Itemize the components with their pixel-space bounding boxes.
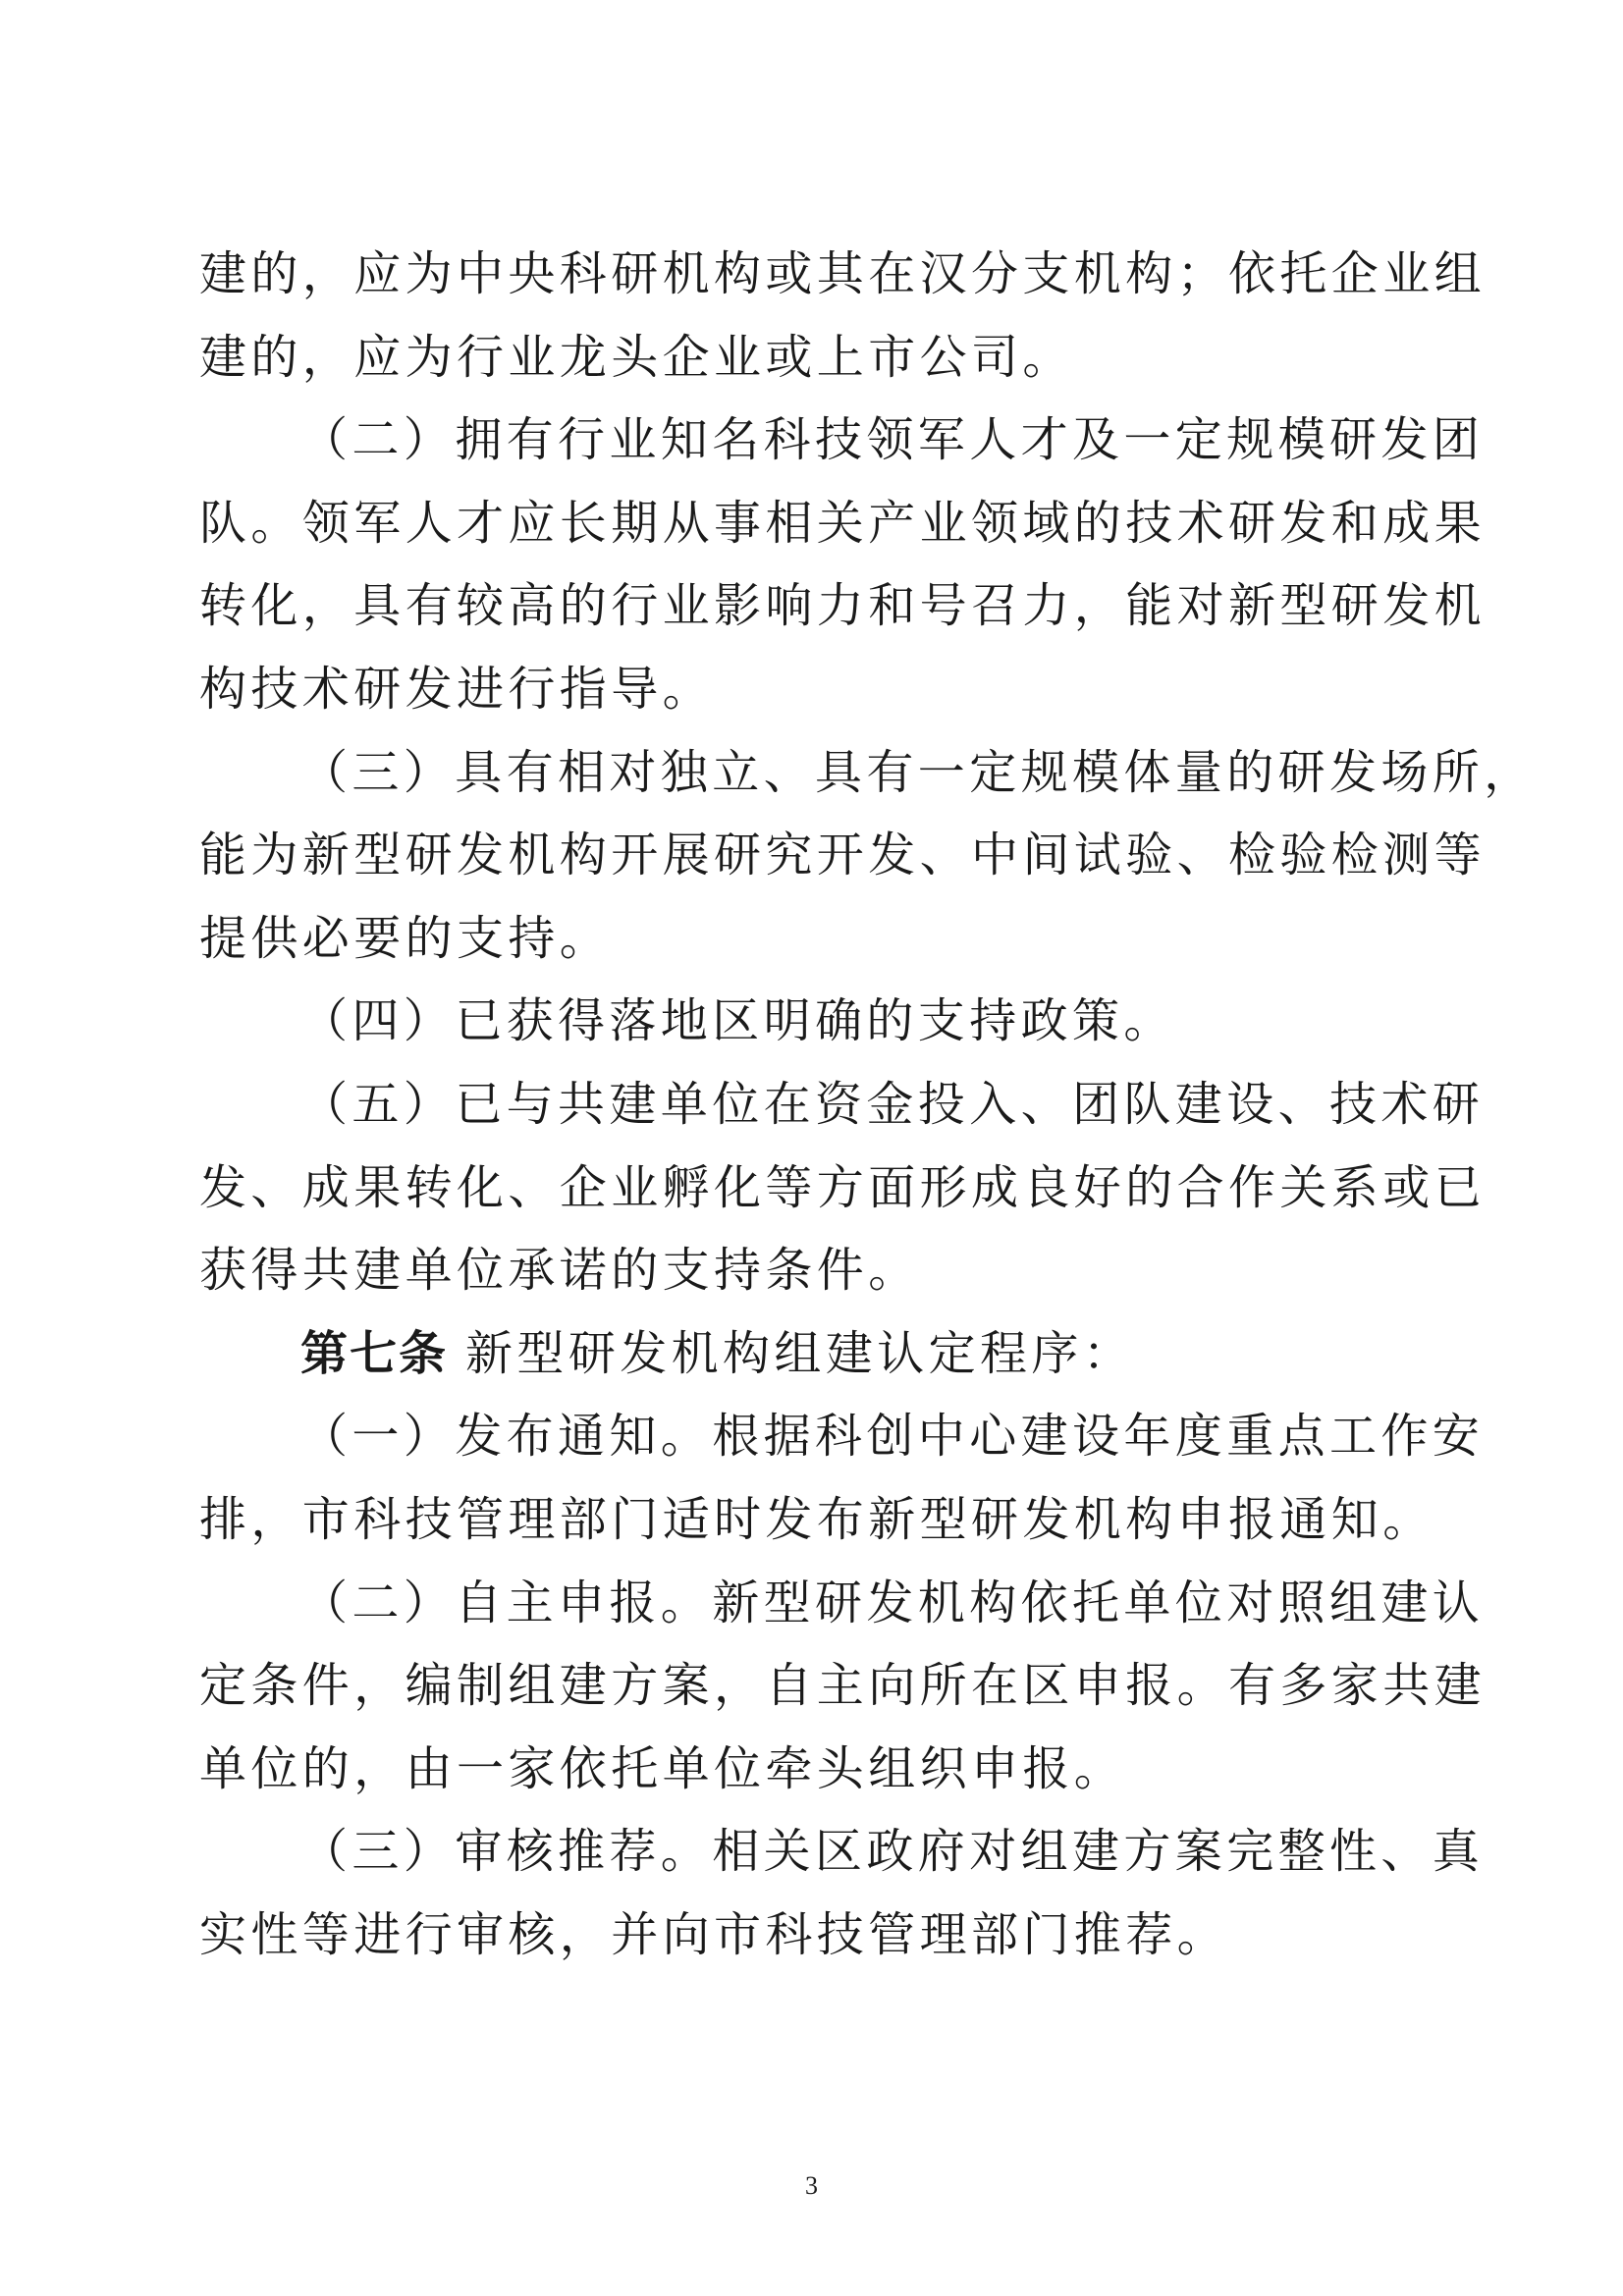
text-line: 队。领军人才应长期从事相关产业领域的技术研发和成果 — [199, 495, 1487, 551]
text-line: 能为新型研发机构开展研究开发、中间试验、检验检测等 — [199, 828, 1487, 883]
document-body — [199, 233, 1536, 1976]
text-line: 建的，应为中央科研机构或其在汉分支机构；依托企业组 — [199, 246, 1487, 301]
text-line: 提供必要的支持。 — [199, 910, 612, 966]
text-line: （二）自主申报。新型研发机构依托单位对照组建认 — [300, 1575, 1485, 1630]
text-line: 排，市科技管理部门适时发布新型研发机构申报通知。 — [199, 1491, 1434, 1547]
text-line: 获得共建单位承诺的支持条件。 — [199, 1243, 920, 1299]
text-line: 发、成果转化、企业孵化等方面形成良好的合作关系或已 — [199, 1159, 1487, 1215]
text-line: 构技术研发进行指导。 — [199, 661, 715, 717]
text-line: （三）审核推荐。相关区政府对组建方案完整性、真 — [300, 1824, 1485, 1880]
text-line: 单位的，由一家依托单位牵头组织申报。 — [199, 1740, 1126, 1796]
text-line: 定条件，编制组建方案，自主向所在区申报。有多家共建 — [199, 1658, 1487, 1714]
text-line: （四）已获得落地区明确的支持政策。 — [300, 993, 1175, 1049]
article-number: 第七条 — [300, 1325, 449, 1381]
text-line: （二）拥有行业知名科技领军人才及一定规模研发团 — [300, 412, 1485, 468]
article-heading-line — [199, 1312, 1436, 1396]
text-line: （一）发布通知。根据科创中心建设年度重点工作安 — [300, 1409, 1485, 1465]
page-number: 3 — [805, 2171, 818, 2200]
text-line: （三）具有相对独立、具有一定规模体量的研发场所， — [300, 744, 1536, 800]
text-line: （五）已与共建单位在资金投入、团队建设、技术研 — [300, 1076, 1485, 1132]
article-title: 新型研发机构组建认定程序： — [465, 1325, 1135, 1381]
text-line: 转化，具有较高的行业影响力和号召力，能对新型研发机 — [199, 578, 1487, 634]
text-line: 建的，应为行业龙头企业或上市公司。 — [199, 329, 1074, 385]
text-line: 实性等进行审核，并向市科技管理部门推荐。 — [199, 1906, 1229, 1962]
